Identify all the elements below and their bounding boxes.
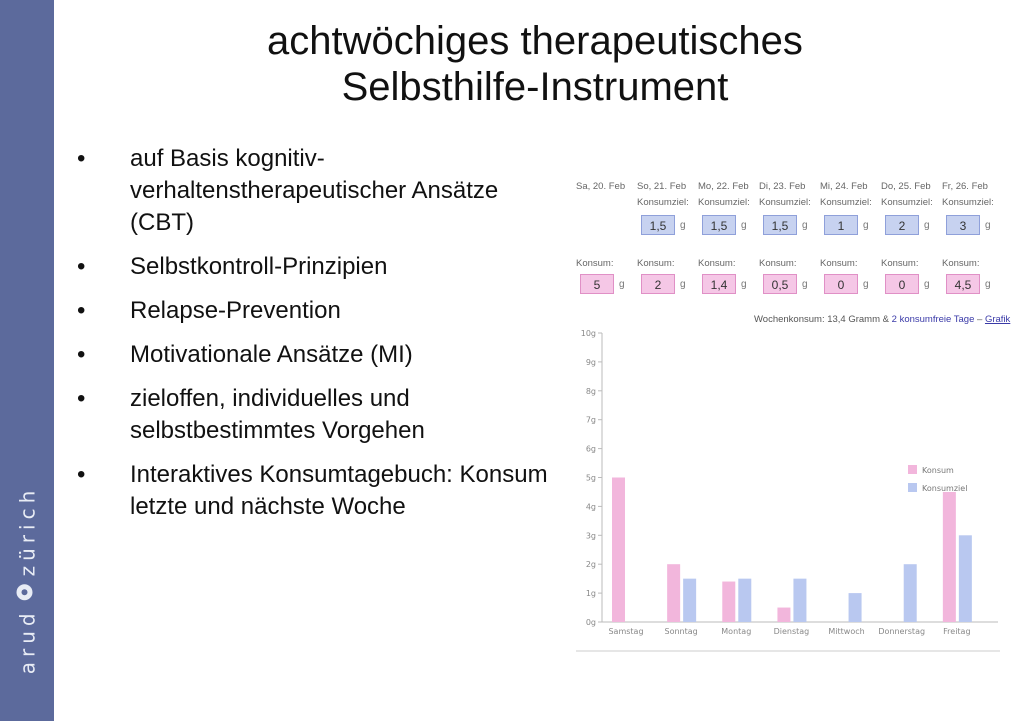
diary-day: [881, 178, 941, 303]
bullet-text: Interaktives Konsumtagebuch: Konsum letzte und nächste Woche: [130, 461, 548, 520]
consumption-label: Konsum:: [942, 258, 980, 269]
consumption-input[interactable]: 0: [885, 274, 919, 294]
consumption-input[interactable]: 2: [641, 274, 675, 294]
bullet-list: [70, 143, 550, 535]
diary-day: [820, 178, 880, 303]
y-tick-label: 6g: [585, 444, 596, 454]
bar-konsumziel: [849, 593, 862, 622]
consumption-label: Konsum:: [637, 258, 675, 269]
x-tick-label: Samstag: [608, 627, 644, 636]
goal-unit: g: [680, 220, 686, 231]
day-label: Mo, 22. Feb: [698, 181, 749, 192]
title-line-2: Selbsthilfe-Instrument: [341, 65, 729, 109]
goal-label: Konsumziel:: [820, 197, 872, 208]
goal-unit: g: [802, 220, 808, 231]
x-tick-label: Donnerstag: [878, 627, 926, 636]
slide-title: [110, 18, 960, 110]
brand-left: arud: [15, 608, 39, 675]
goal-input[interactable]: 1,5: [641, 215, 675, 235]
flower-icon: [15, 582, 40, 602]
legend-swatch: [908, 465, 917, 474]
diary-day: [942, 178, 1002, 303]
bullet-dot: •: [77, 461, 86, 488]
graph-link[interactable]: Grafik: [984, 314, 1011, 325]
bar-konsum: [777, 608, 790, 622]
consumption-input[interactable]: 5: [580, 274, 614, 294]
consumption-label: Konsum:: [576, 258, 614, 269]
bullet-text: Selbstkontroll-Prinzipien: [130, 253, 388, 280]
title-line-1: achtwöchiges therapeutisches: [267, 19, 803, 63]
y-tick-label: 7g: [585, 415, 596, 425]
day-label: So, 21. Feb: [637, 181, 687, 192]
consumption-unit: g: [741, 279, 747, 290]
consumption-label: Konsum:: [881, 258, 919, 269]
y-tick-label: 3g: [585, 531, 596, 541]
bullet-item: [70, 383, 550, 447]
bar-konsumziel: [793, 579, 806, 622]
bullet-item: [70, 143, 550, 239]
bullet-text: Relapse-Prevention: [130, 297, 341, 324]
y-tick-label: 8g: [585, 386, 596, 396]
goal-unit: g: [741, 220, 747, 231]
bar-konsumziel: [683, 579, 696, 622]
diary-day: [759, 178, 819, 303]
goal-label: Konsumziel:: [698, 197, 750, 208]
goal-input[interactable]: 1,5: [763, 215, 797, 235]
consumption-label: Konsum:: [759, 258, 797, 269]
goal-label: Konsumziel:: [759, 197, 811, 208]
x-tick-label: Mittwoch: [828, 627, 865, 636]
diary-day: [698, 178, 758, 303]
bullet-dot: •: [77, 341, 86, 368]
goal-label: Konsumziel:: [942, 197, 994, 208]
consumption-input[interactable]: 0: [824, 274, 858, 294]
x-tick-label: Montag: [721, 627, 752, 636]
day-label: Di, 23. Feb: [759, 181, 806, 192]
y-tick-label: 5g: [585, 473, 596, 483]
bar-konsum: [612, 478, 625, 623]
y-tick-label: 9g: [585, 357, 596, 367]
goal-unit: g: [924, 220, 930, 231]
bullet-dot: •: [77, 385, 86, 412]
bar-konsumziel: [738, 579, 751, 622]
consumption-input[interactable]: 1,4: [702, 274, 736, 294]
bar-konsumziel: [959, 535, 972, 622]
consumption-unit: g: [924, 279, 930, 290]
bullet-text: auf Basis kognitiv-verhaltenstherapeutischer Ansätze (CBT): [130, 145, 499, 236]
day-label: Do, 25. Feb: [881, 181, 931, 192]
bullet-item: [70, 459, 550, 523]
consumption-unit: g: [680, 279, 686, 290]
x-tick-label: Dienstag: [773, 627, 810, 636]
bar-konsum: [667, 564, 680, 622]
brand-right: zürich: [15, 485, 39, 577]
consumption-label: Konsum:: [698, 258, 736, 269]
consumption-unit: g: [619, 279, 625, 290]
bar-konsum: [943, 492, 956, 622]
diary-day: [637, 178, 697, 303]
bullet-dot: •: [77, 297, 86, 324]
day-label: Mi, 24. Feb: [820, 181, 868, 192]
y-tick-label: 10g: [580, 329, 596, 338]
sidebar-band: [0, 0, 54, 721]
goal-unit: g: [863, 220, 869, 231]
goal-label: Konsumziel:: [637, 197, 689, 208]
bullet-item: [70, 251, 550, 283]
goal-label: Konsumziel:: [881, 197, 933, 208]
goal-input[interactable]: 3: [946, 215, 980, 235]
goal-input[interactable]: 2: [885, 215, 919, 235]
day-label: Sa, 20. Feb: [576, 181, 626, 192]
bar-konsum: [722, 582, 735, 622]
bullet-dot: •: [77, 145, 86, 172]
consumption-label: Konsum:: [820, 258, 858, 269]
brand-logo: [15, 486, 40, 674]
legend-label: Konsum: [922, 466, 954, 475]
y-tick-label: 0g: [585, 618, 596, 627]
bullet-item: [70, 295, 550, 327]
y-tick-label: 2g: [585, 560, 596, 570]
bullet-text: Motivationale Ansätze (MI): [130, 341, 413, 368]
weekly-prefix: Wochenkonsum: 13,4 Gramm &: [754, 314, 889, 325]
bullet-text: zieloffen, individuelles und selbstbestimmtes Vorgehen: [130, 385, 425, 444]
consumption-chart: [570, 325, 1002, 655]
weekly-summary: [754, 314, 1010, 325]
weekly-separator: –: [977, 314, 983, 325]
legend-swatch: [908, 483, 917, 492]
consumption-unit: g: [802, 279, 808, 290]
consumption-unit: g: [863, 279, 869, 290]
bullet-dot: •: [77, 253, 86, 280]
x-tick-label: Sonntag: [664, 627, 698, 636]
goal-input[interactable]: 1: [824, 215, 858, 235]
consumption-unit: g: [985, 279, 991, 290]
bar-konsumziel: [904, 564, 917, 622]
weekly-highlight: 2 konsumfreie Tage: [891, 314, 975, 325]
y-tick-label: 4g: [585, 502, 596, 512]
goal-input[interactable]: 1,5: [702, 215, 736, 235]
goal-unit: g: [985, 220, 991, 231]
consumption-input[interactable]: 0,5: [763, 274, 797, 294]
legend-label: Konsumziel: [922, 484, 968, 493]
x-tick-label: Freitag: [943, 627, 971, 636]
diary-day: [576, 178, 636, 303]
bullet-item: [70, 339, 550, 371]
y-tick-label: 1g: [585, 589, 596, 599]
consumption-input[interactable]: 4,5: [946, 274, 980, 294]
day-label: Fr, 26. Feb: [942, 181, 988, 192]
